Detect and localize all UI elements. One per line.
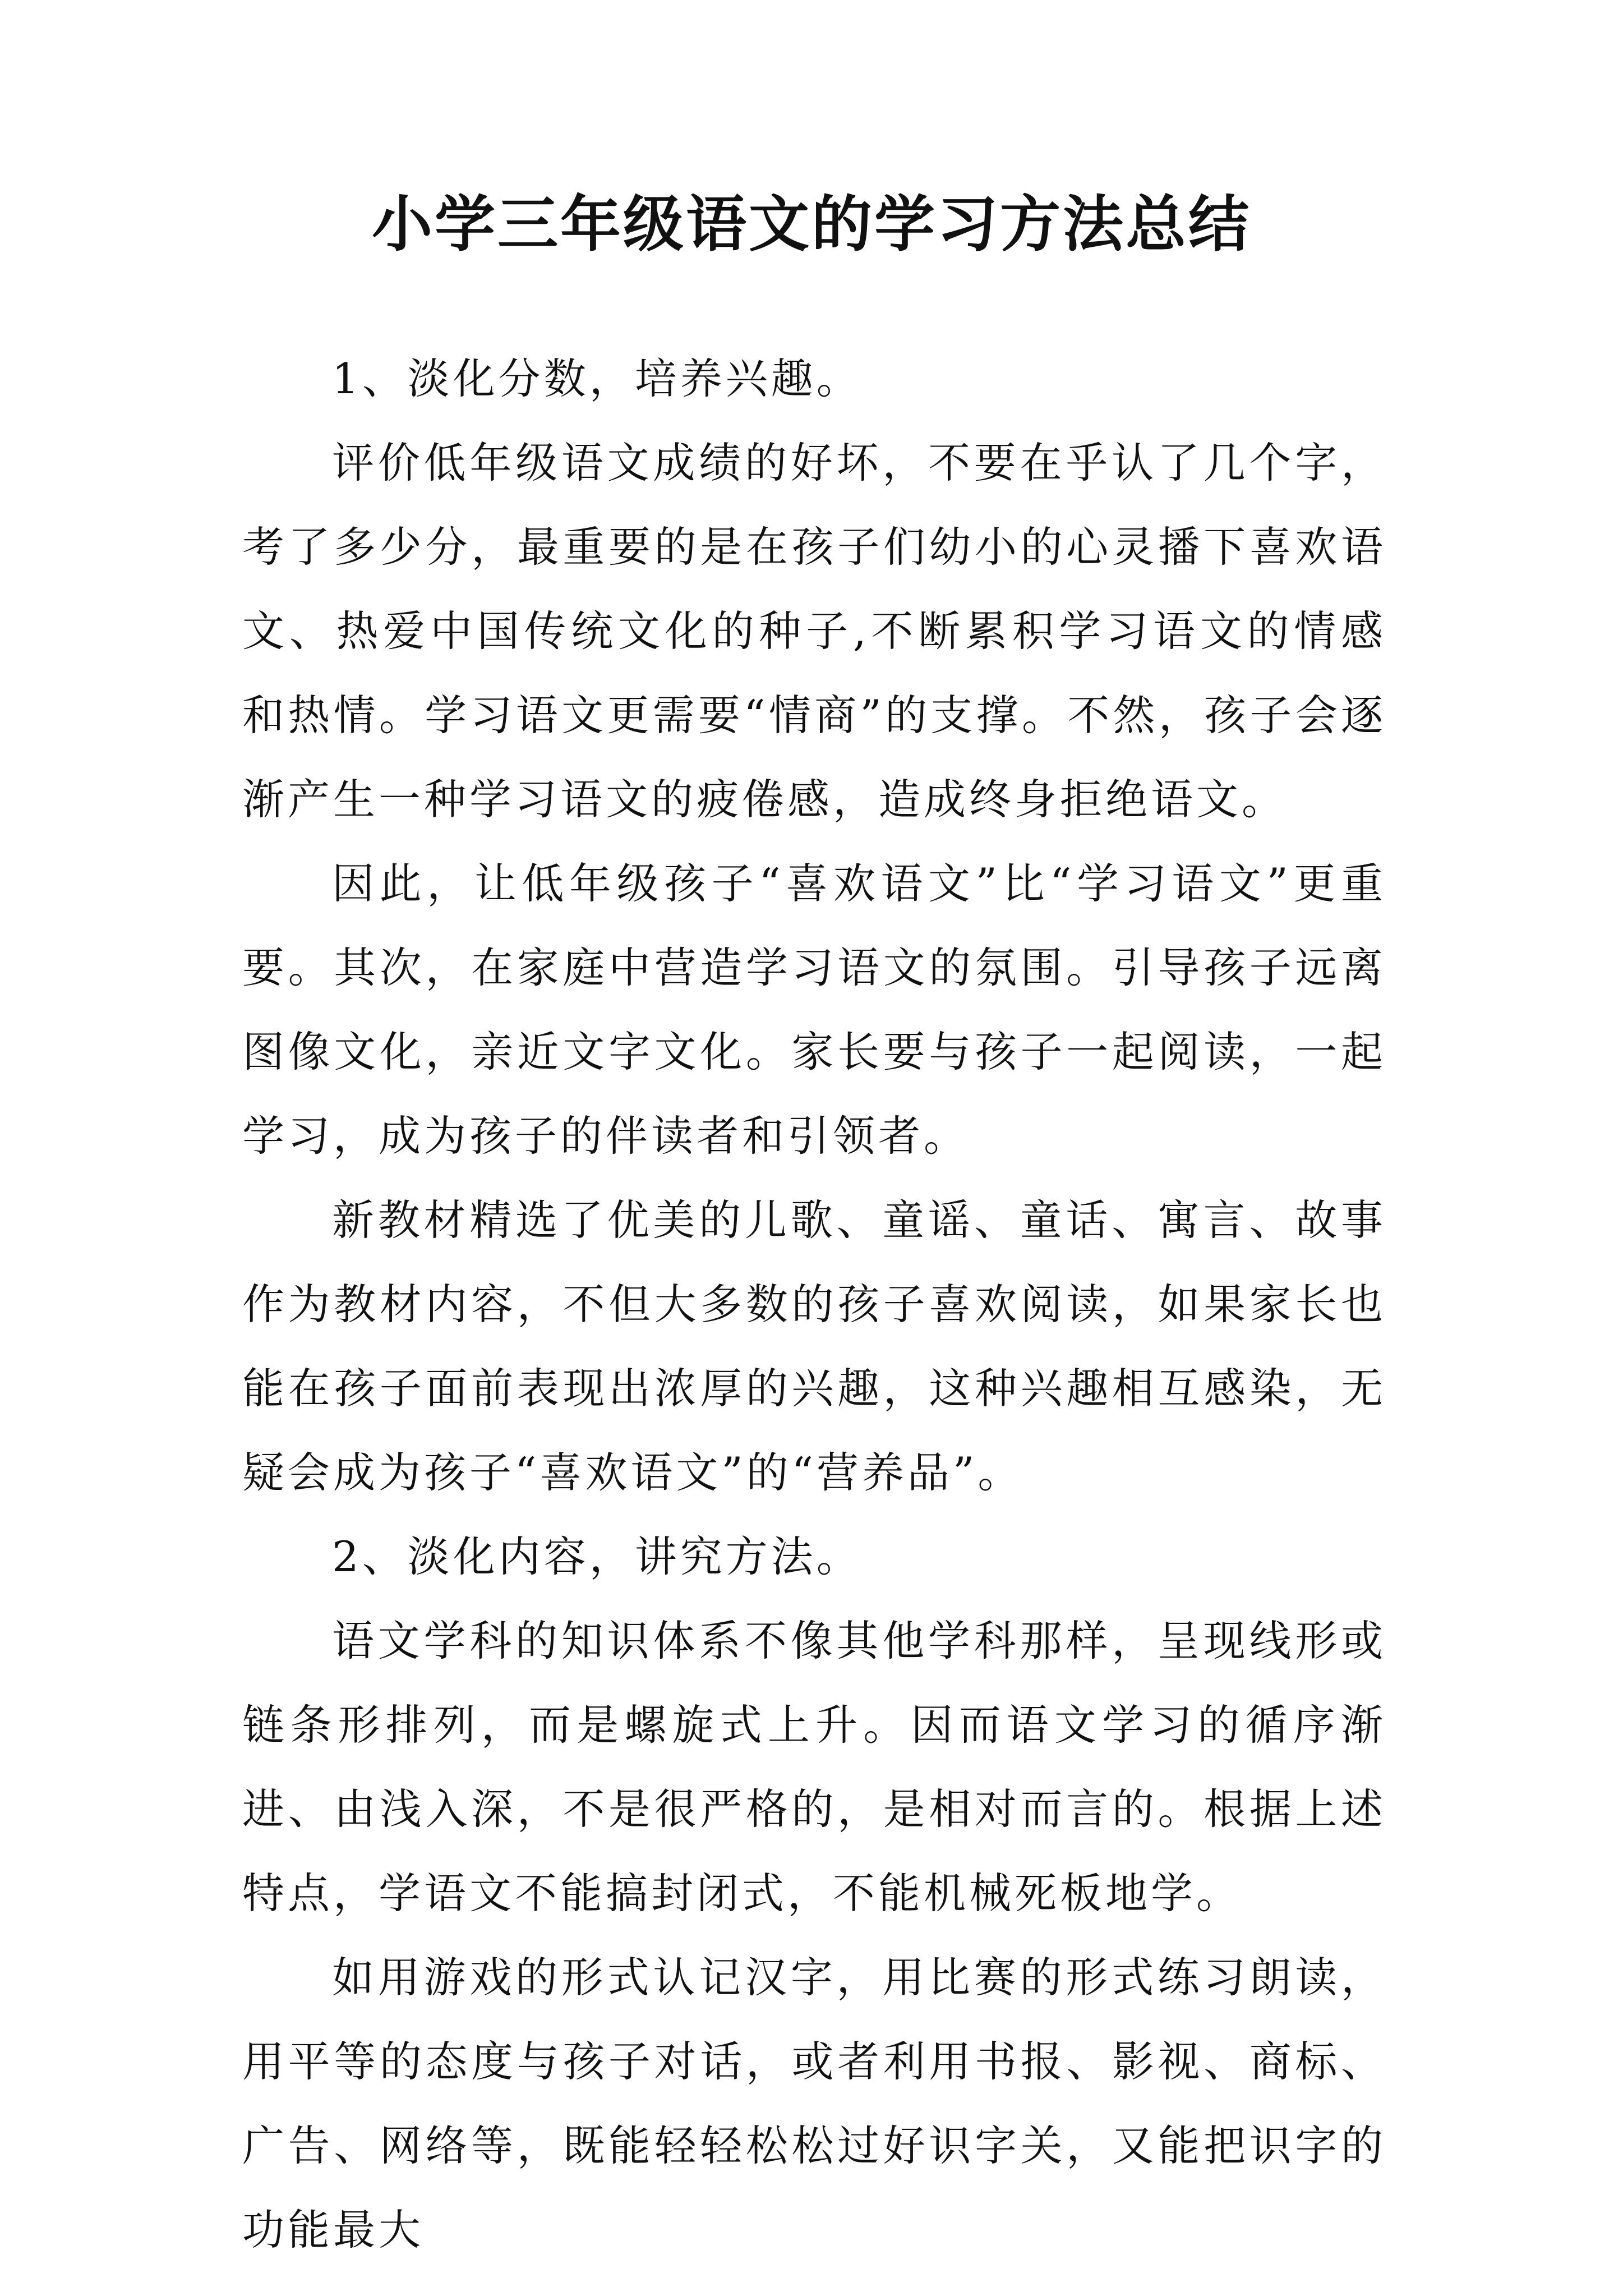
paragraph: 评价低年级语文成绩的好坏，不要在乎认了几个字，考了多少分，最重要的是在孩子们幼小的心灵播下喜欢语文、热爱中国传统文化的种子,不断累积学习语文的情感和热情。学习语文更需要“情商”的支撑。不然，孩子会逐渐产生一种学习语文的疲倦感，造成终身拒绝语文。 [242,438,1386,824]
paragraph: 语文学科的知识体系不像其他学科那样，呈现线形或链条形排列，而是螺旋式上升。因而语文学习的循序渐进、由浅入深，不是很严格的，是相对而言的。根据上述特点，学语文不能搞封闭式，不能机械死板地学。 [242,1616,1386,1918]
paragraph: 如用游戏的形式认记汉字，用比赛的形式练习朗读，用平等的态度与孩子对话，或者利用书报、影视、商标、广告、网络等，既能轻轻松松过好识字关，又能把识字的功能最大 [242,1953,1386,2254]
paragraph-heading-1: 1、淡化分数，培养兴趣。 [332,354,862,403]
document-title: 小学三年级语文的学习方法总结 [371,189,1251,260]
paragraph: 新教材精选了优美的儿歌、童谣、童话、寓言、故事作为教材内容，不但大多数的孩子喜欢阅读，如果家长也能在孩子面前表现出浓厚的兴趣，这种兴趣相互感染，无疑会成为孩子“喜欢语文”的“营养品”。 [242,1195,1386,1497]
paragraph-heading-2: 2、淡化内容，讲究方法。 [332,1532,862,1581]
paragraph: 因此，让低年级孩子“喜欢语文”比“学习语文”更重要。其次，在家庭中营造学习语文的氛围。引导孩子远离图像文化，亲近文字文化。家长要与孩子一起阅读，一起学习，成为孩子的伴读者和引领者。 [242,859,1386,1161]
document-body [242,337,1386,2272]
